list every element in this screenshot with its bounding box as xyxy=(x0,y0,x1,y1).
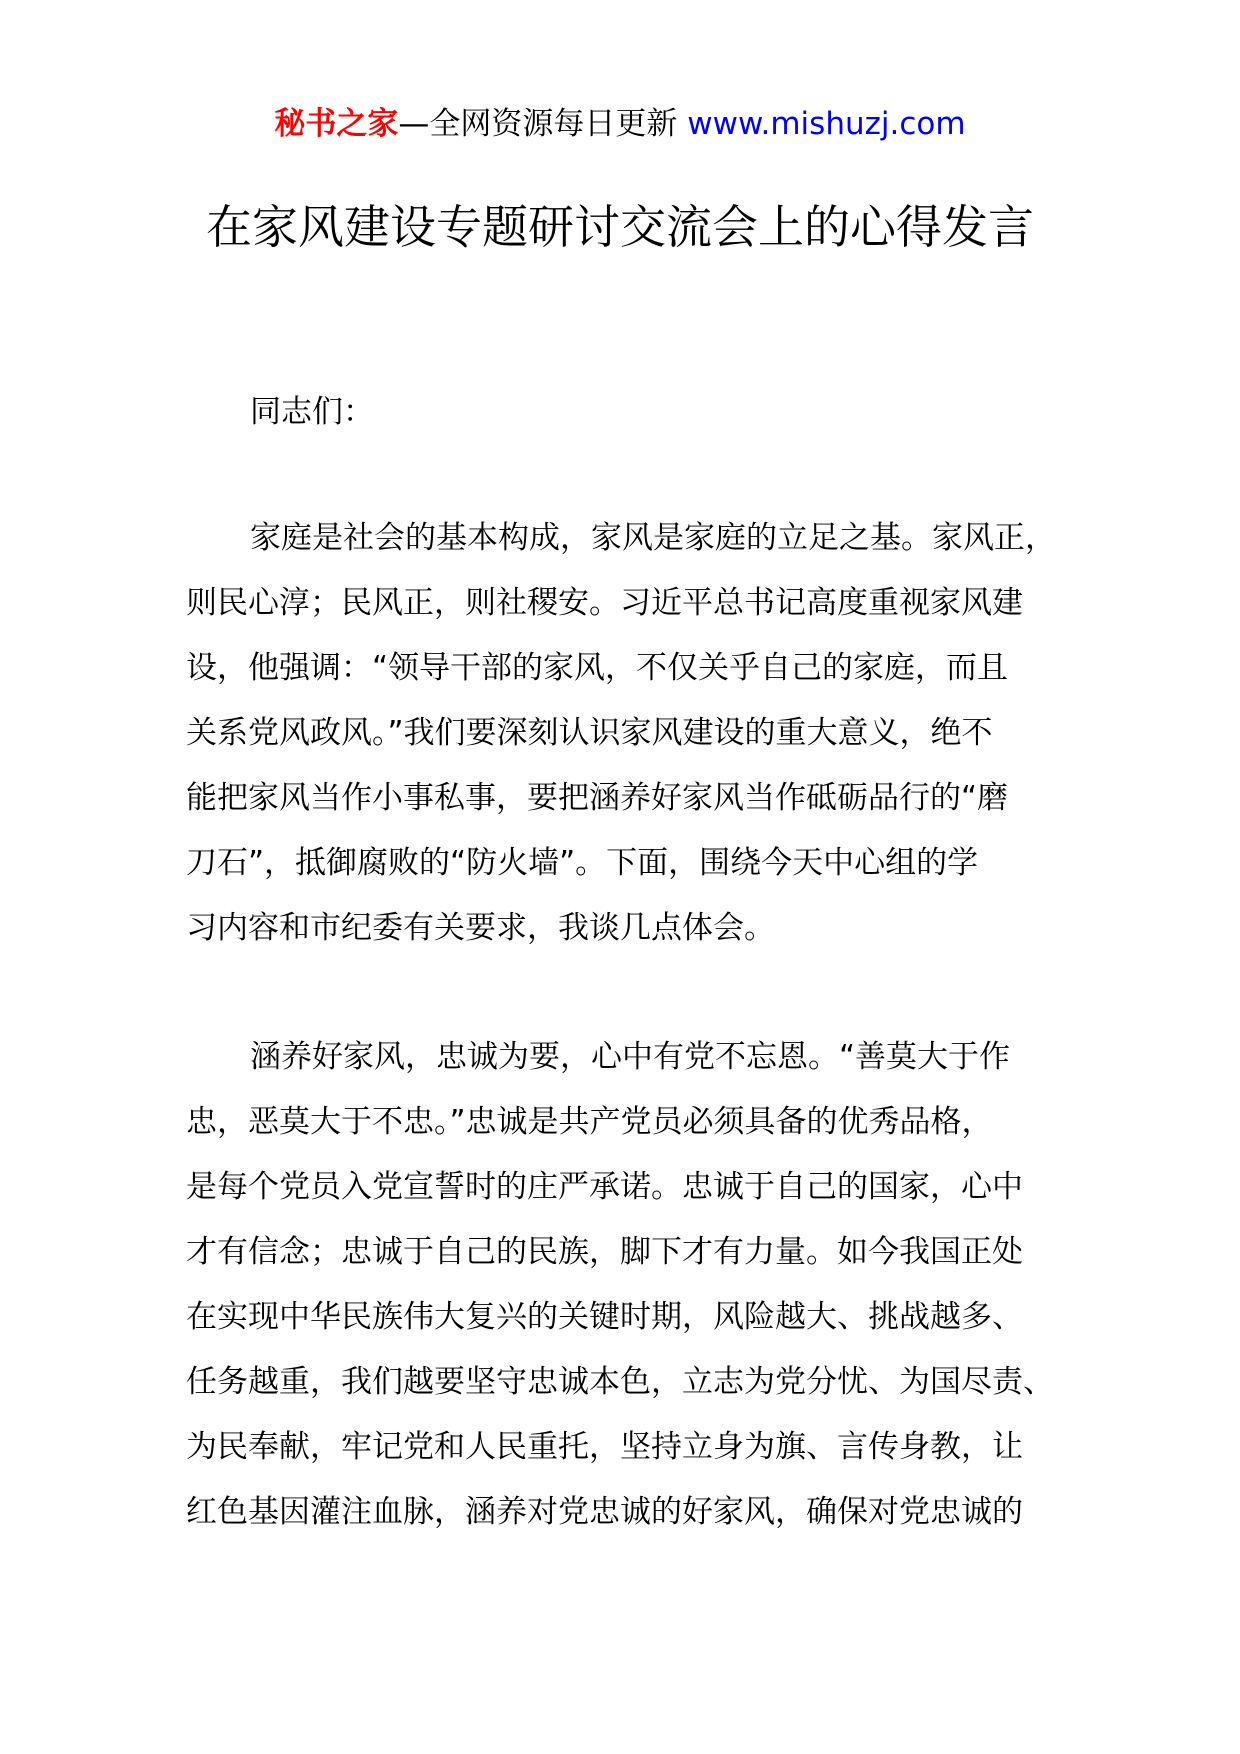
salutation-text: 同志们： xyxy=(250,394,374,430)
paragraph-line: 设，他强调：“领导干部的家风，不仅关乎自己的家庭，而且 xyxy=(186,650,1009,686)
site-header xyxy=(0,100,1240,148)
paragraph-line: 任务越重，我们越要坚守忠诚本色，立志为党分忧、为国尽责、 xyxy=(186,1364,1054,1400)
paragraph-line: 能把家风当作小事私事，要把涵养好家风当作砥砺品行的“磨 xyxy=(186,780,1009,816)
salutation xyxy=(186,380,1066,445)
paragraph-line: 红色基因灌注血脉，涵养对党忠诚的好家风，确保对党忠诚的 xyxy=(186,1494,1023,1530)
document-title: 在家风建设专题研讨交流会上的心得发言 xyxy=(206,200,1034,254)
paragraph-line: 刀石”，抵御腐败的“防火墙”。下面，围绕今天中心组的学 xyxy=(186,845,979,881)
paragraph-line: 则民心淳；民风正，则社稷安。习近平总书记高度重视家风建 xyxy=(186,585,1023,621)
paragraph-line: 忠，恶莫大于不忠。”忠诚是共产党员必须具备的优秀品格， xyxy=(186,1104,993,1140)
paragraph-line: 习内容和市纪委有关要求，我谈几点体会。 xyxy=(186,910,775,946)
site-url-link[interactable]: www.mishuzj.com xyxy=(687,106,966,142)
paragraph-line: 在实现中华民族伟大复兴的关键时期，风险越大、挑战越多、 xyxy=(186,1299,1023,1335)
paragraph-line: 才有信念；忠诚于自己的民族，脚下才有力量。如今我国正处 xyxy=(186,1234,1023,1270)
header-slogan: —全网资源每日更新 xyxy=(398,106,678,142)
paragraph-line: 关系党风政风。”我们要深刻认识家风建设的重大意义，绝不 xyxy=(186,715,993,751)
paragraph-2 xyxy=(186,1025,1066,1545)
paragraph-line: 为民奉献，牢记党和人民重托，坚持立身为旗、言传身教，让 xyxy=(186,1429,1023,1465)
paragraph-1 xyxy=(186,506,1066,961)
paragraph-line: 家庭是社会的基本构成，家风是家庭的立足之基。家风正， xyxy=(250,520,1056,556)
paragraph-line: 涵养好家风，忠诚为要，心中有党不忘恩。“善莫大于作 xyxy=(250,1039,1011,1075)
brand-name: 秘书之家 xyxy=(274,106,399,142)
paragraph-line: 是每个党员入党宣誓时的庄严承诺。忠诚于自己的国家，心中 xyxy=(186,1169,1023,1205)
